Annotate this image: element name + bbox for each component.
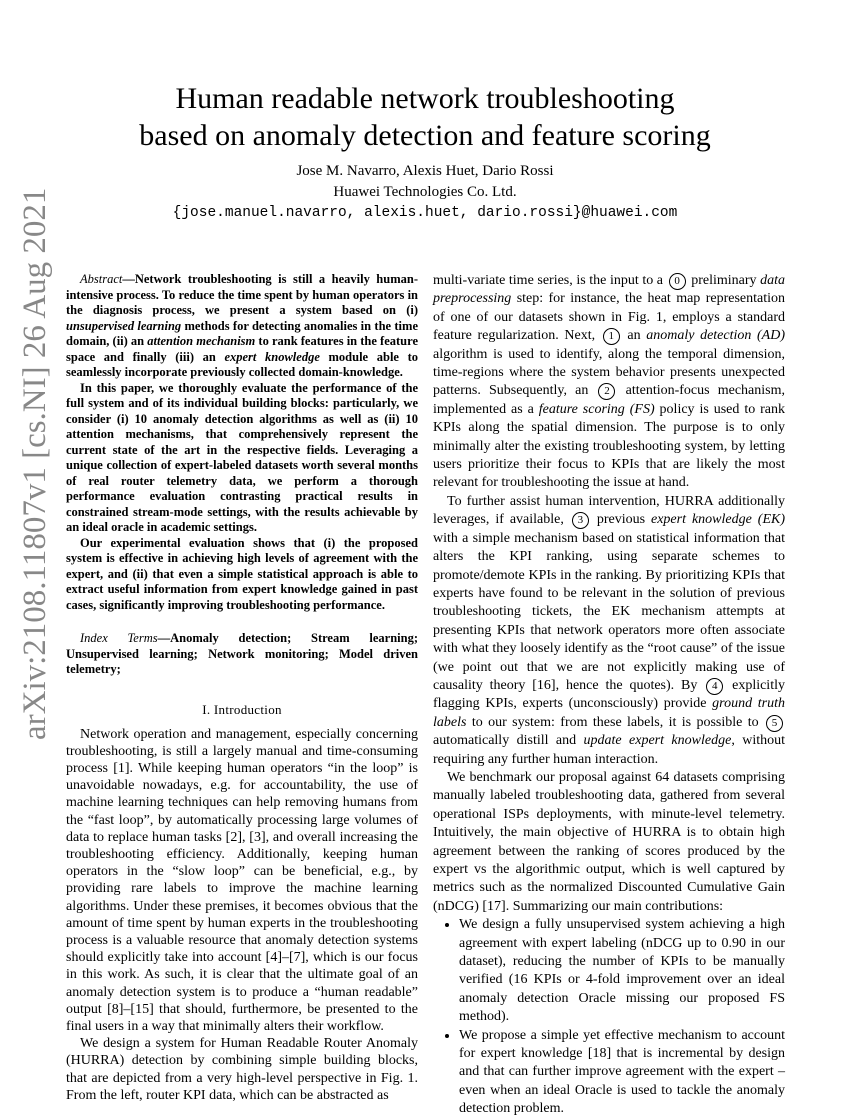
- section-heading-introduction: I. Introduction: [202, 701, 282, 717]
- step-5-marker: 5: [766, 715, 783, 732]
- author-emails: {jose.manuel.navarro, alexis.huet, dario.rossi}@huawei.com: [172, 205, 678, 221]
- contributions-list: [433, 916, 785, 1118]
- abstract-paragraph-2: In this paper, we thoroughly evaluate the performance of the full system and of its individual building blocks: particularly, we consider (i) 10 anomaly detection algorithms as well as (ii) 10 attention mechanisms, that comprehensively represent the current state of the art in the respective fields. Leveraging a unique collection of expert-labeled datasets worth several months of real router telemetry data, we perform a thorough performance evaluation contrasting practical results in constrained stream-mode settings, with the results achievable by an ideal oracle in academic settings.: [66, 380, 418, 534]
- intro-paragraph-1: Network operation and management, especially concerning troubleshooting, is still a largely manual and time-consuming process [1]. While keeping human operators “in the loop” is unavoidable nowadays, e.g. for accountability, the use of machine learning techniques can help removing humans from the “fast loop”, by automatically processing large volumes of data to replace human tasks [2], [3], and overall increasing the troubleshooting efficiency. Additionally, keeping human operators in the “slow loop” can be beneficial, e.g., by providing rare labels to improve the machine learning algorithms. Under these premises, it becomes obvious that the amount of time spent by human experts in the troubleshooting process is a valuable resource that anomaly detection systems should explicitly take into account [4]–[7], which is our focus in this work. As such, it is clear that the ultimate goal of an anomaly detection system is to produce a “human readable” output [8]–[15] that should, furthermore, be presented to the final users in a way that minimally alters their workflow.: [66, 726, 418, 1034]
- list-item: • We design a fully unsupervised system achieving a high agreement with expert labeling (nDCG up to 0.90 in our dataset), reducing the number of KPIs to be manually verified (16 KPIs or 4-fold improvement over an ideal anomaly detection Oracle missing our proposed FS method).: [459, 916, 785, 1026]
- author-block: [60, 161, 790, 224]
- abstract-label: Abstract: [80, 272, 123, 286]
- step-0-marker: 0: [669, 273, 686, 290]
- introduction-body: [66, 726, 418, 1104]
- left-column: [66, 272, 418, 1104]
- list-item: • We propose a simple yet effective mechanism to account for expert knowledge [18] that is incremental by design and that can further improve agreement with the expert – even when an ideal Oracle is used to tackle the anomaly detection problem.: [459, 1027, 785, 1119]
- abstract-paragraph-3: Our experimental evaluation shows that (i) the proposed system is effective in achieving high levels of agreement with the expert, and (ii) that even a simple statistical approach is able to extract useful information from expert knowledge gained in past cases, significantly improving troubleshooting performance.: [66, 535, 418, 612]
- affiliation: Huawei Technologies Co. Ltd.: [333, 184, 517, 200]
- index-terms: Index Terms—Anomaly detection; Stream learning; Unsupervised learning; Network monitoring; Model driven telemetry;: [66, 631, 418, 676]
- step-2-marker: 2: [598, 383, 615, 400]
- index-terms-label: Index Terms: [80, 631, 158, 645]
- title-line-1: Human readable network troubleshooting: [175, 82, 675, 115]
- step-1-marker: 1: [603, 328, 620, 345]
- paper-title: [60, 80, 790, 154]
- intro-paragraph-2: We design a system for Human Readable Router Anomaly (HURRA) detection by combining simple building blocks, that are depicted from a very high-level perspective in Fig. 1. From the left, router KPI data, which can be abstracted as: [66, 1036, 418, 1103]
- arxiv-watermark: arXiv:2108.11807v1 [cs.NI] 26 Aug 2021: [17, 187, 53, 740]
- right-paragraph-2: To further assist human intervention, HURRA additionally leverages, if available, 3 previous expert knowledge (EK) with a simple mechanism based on statistical information that alters the KPI ranking, using separate schemes to promote/demote KPIs in the ranking. By prioritizing KPIs that experts have found to be relevant in the solution of previous troubleshooting tickets, the EK mechanism attempts at presenting KPIs that network operators more often associate with what they loosely identify as the “root cause” of the issue (we point out that we are not explicitly making use of causality theory [16], hence the quotes). By 4 explicitly flagging KPIs, experts (unconsciously) provide ground truth labels to our system: from these labels, it is possible to 5 automatically distill and update expert knowledge, without requiring any further human interaction.: [433, 493, 786, 767]
- author-names: Jose M. Navarro, Alexis Huet, Dario Rossi: [296, 163, 554, 179]
- title-line-2: based on anomaly detection and feature scoring: [139, 119, 711, 152]
- right-column: [433, 272, 785, 1119]
- right-paragraph-1: multi-variate time series, is the input to a 0 preliminary data preprocessing step: for instance, the heat map representation of one of our datasets shown in Fig. 1, employs a standard feature regularization. Next, 1 an anomaly detection (AD) algorithm is used to identify, along the temporal dimension, time-regions where the system behavior presents unexpected patterns. Subsequently, an 2 attention-focus mechanism, implemented as a feature scoring (FS) policy is used to rank KPIs along the spatial dimension. The purpose is to only minimally alter the existing troubleshooting system, by letting users prioritize their focus to KPIs that are likely the most relevant for troubleshooting the issue at hand.: [433, 273, 786, 491]
- abstract-paragraph-1: Abstract—Network troubleshooting is still a heavily human-intensive process. To reduce the time spent by human operators in the diagnosis process, we present a system based on (i) unsupervised learning methods for detecting anomalies in the time domain, (ii) an attention mechanism to rank features in the feature space and finally (iii) an expert knowledge module able to seamlessly incorporate previously collected domain-knowledge.: [66, 272, 419, 379]
- right-paragraph-3: We benchmark our proposal against 64 datasets comprising manually labeled troubleshooting data, gathered from several operational ISPs deployments, with minute-level telemetry. Intuitively, the main objective of HURRA is to obtain high agreement between the ranking of scores produced by the expert vs the algorithmic output, which is well captured by metrics such as the normalized Discounted Cumulative Gain (nDCG) [17]. Summarizing our main contributions:: [433, 769, 785, 914]
- step-3-marker: 3: [572, 512, 589, 529]
- step-4-marker: 4: [706, 678, 723, 695]
